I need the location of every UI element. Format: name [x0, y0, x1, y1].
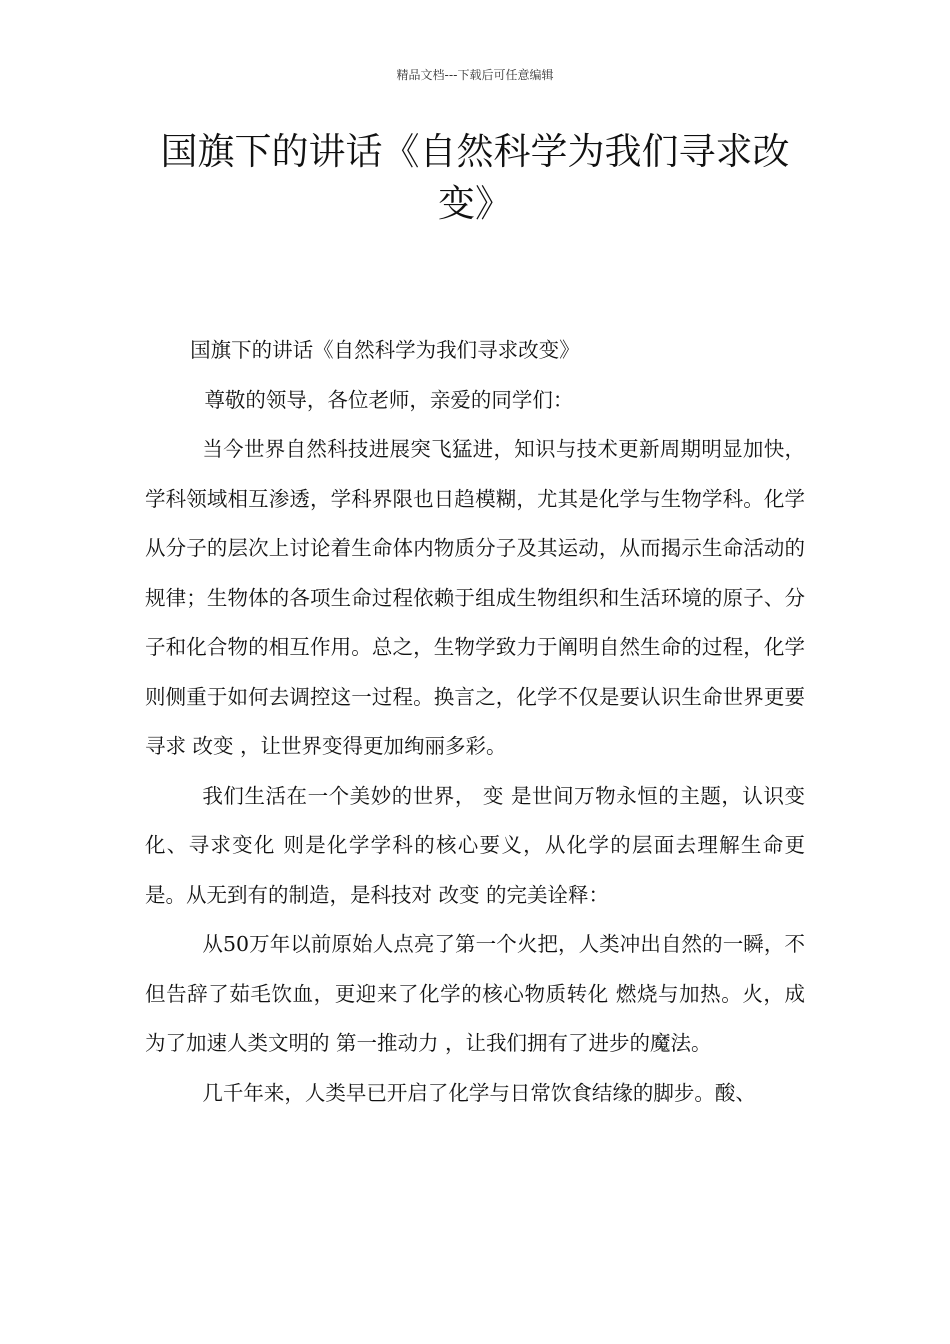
paragraph: 几千年来，人类早已开启了化学与日常饮食结缘的脚步。酸、: [202, 1080, 756, 1105]
header-note: 精品文档---下载后可任意编辑: [396, 68, 554, 82]
paragraph: 从50万年以前原始人点亮了第一个火把，人类冲出自然的一瞬，不但告辞了茹毛饮血，更迎来了化学的核心物质转化 燃烧与加热。火，成为了加速人类文明的 第一推动力 ，让我们拥有了进步的魔法。: [145, 932, 805, 1055]
paragraph: 当今世界自然科技进展突飞猛进，知识与技术更新周期明显加快，学科领域相互渗透，学科界限也日趋模糊，尤其是化学与生物学科。化学从分子的层次上讨论着生命体内物质分子及其运动，从而揭示生命活动的规律；生物体的各项生命过程依赖于组成生物组织和生活环境的原子、分子和化合物的相互作用。总之，生物学致力于阐明自然生命的过程，化学则侧重于如何去调控这一过程。换言之，化学不仅是要认识生命世界更要寻求 改变 ，让世界变得更加绚丽多彩。: [145, 437, 805, 758]
paragraph-salutation: 尊敬的领导，各位老师，亲爱的同学们：: [204, 387, 574, 412]
document-body: [145, 326, 805, 1118]
document-title: 国旗下的讲话《自然科学为我们寻求改变》: [160, 130, 790, 225]
paragraph: 我们生活在一个美妙的世界， 变 是世间万物永恒的主题，认识变化、寻求变化 则是化学学科的核心要义，从化学的层面去理解生命更是。从无到有的制造，是科技对 改变 的完美诠释：: [145, 783, 805, 907]
paragraph-subtitle: 国旗下的讲话《自然科学为我们寻求改变》: [190, 338, 580, 362]
